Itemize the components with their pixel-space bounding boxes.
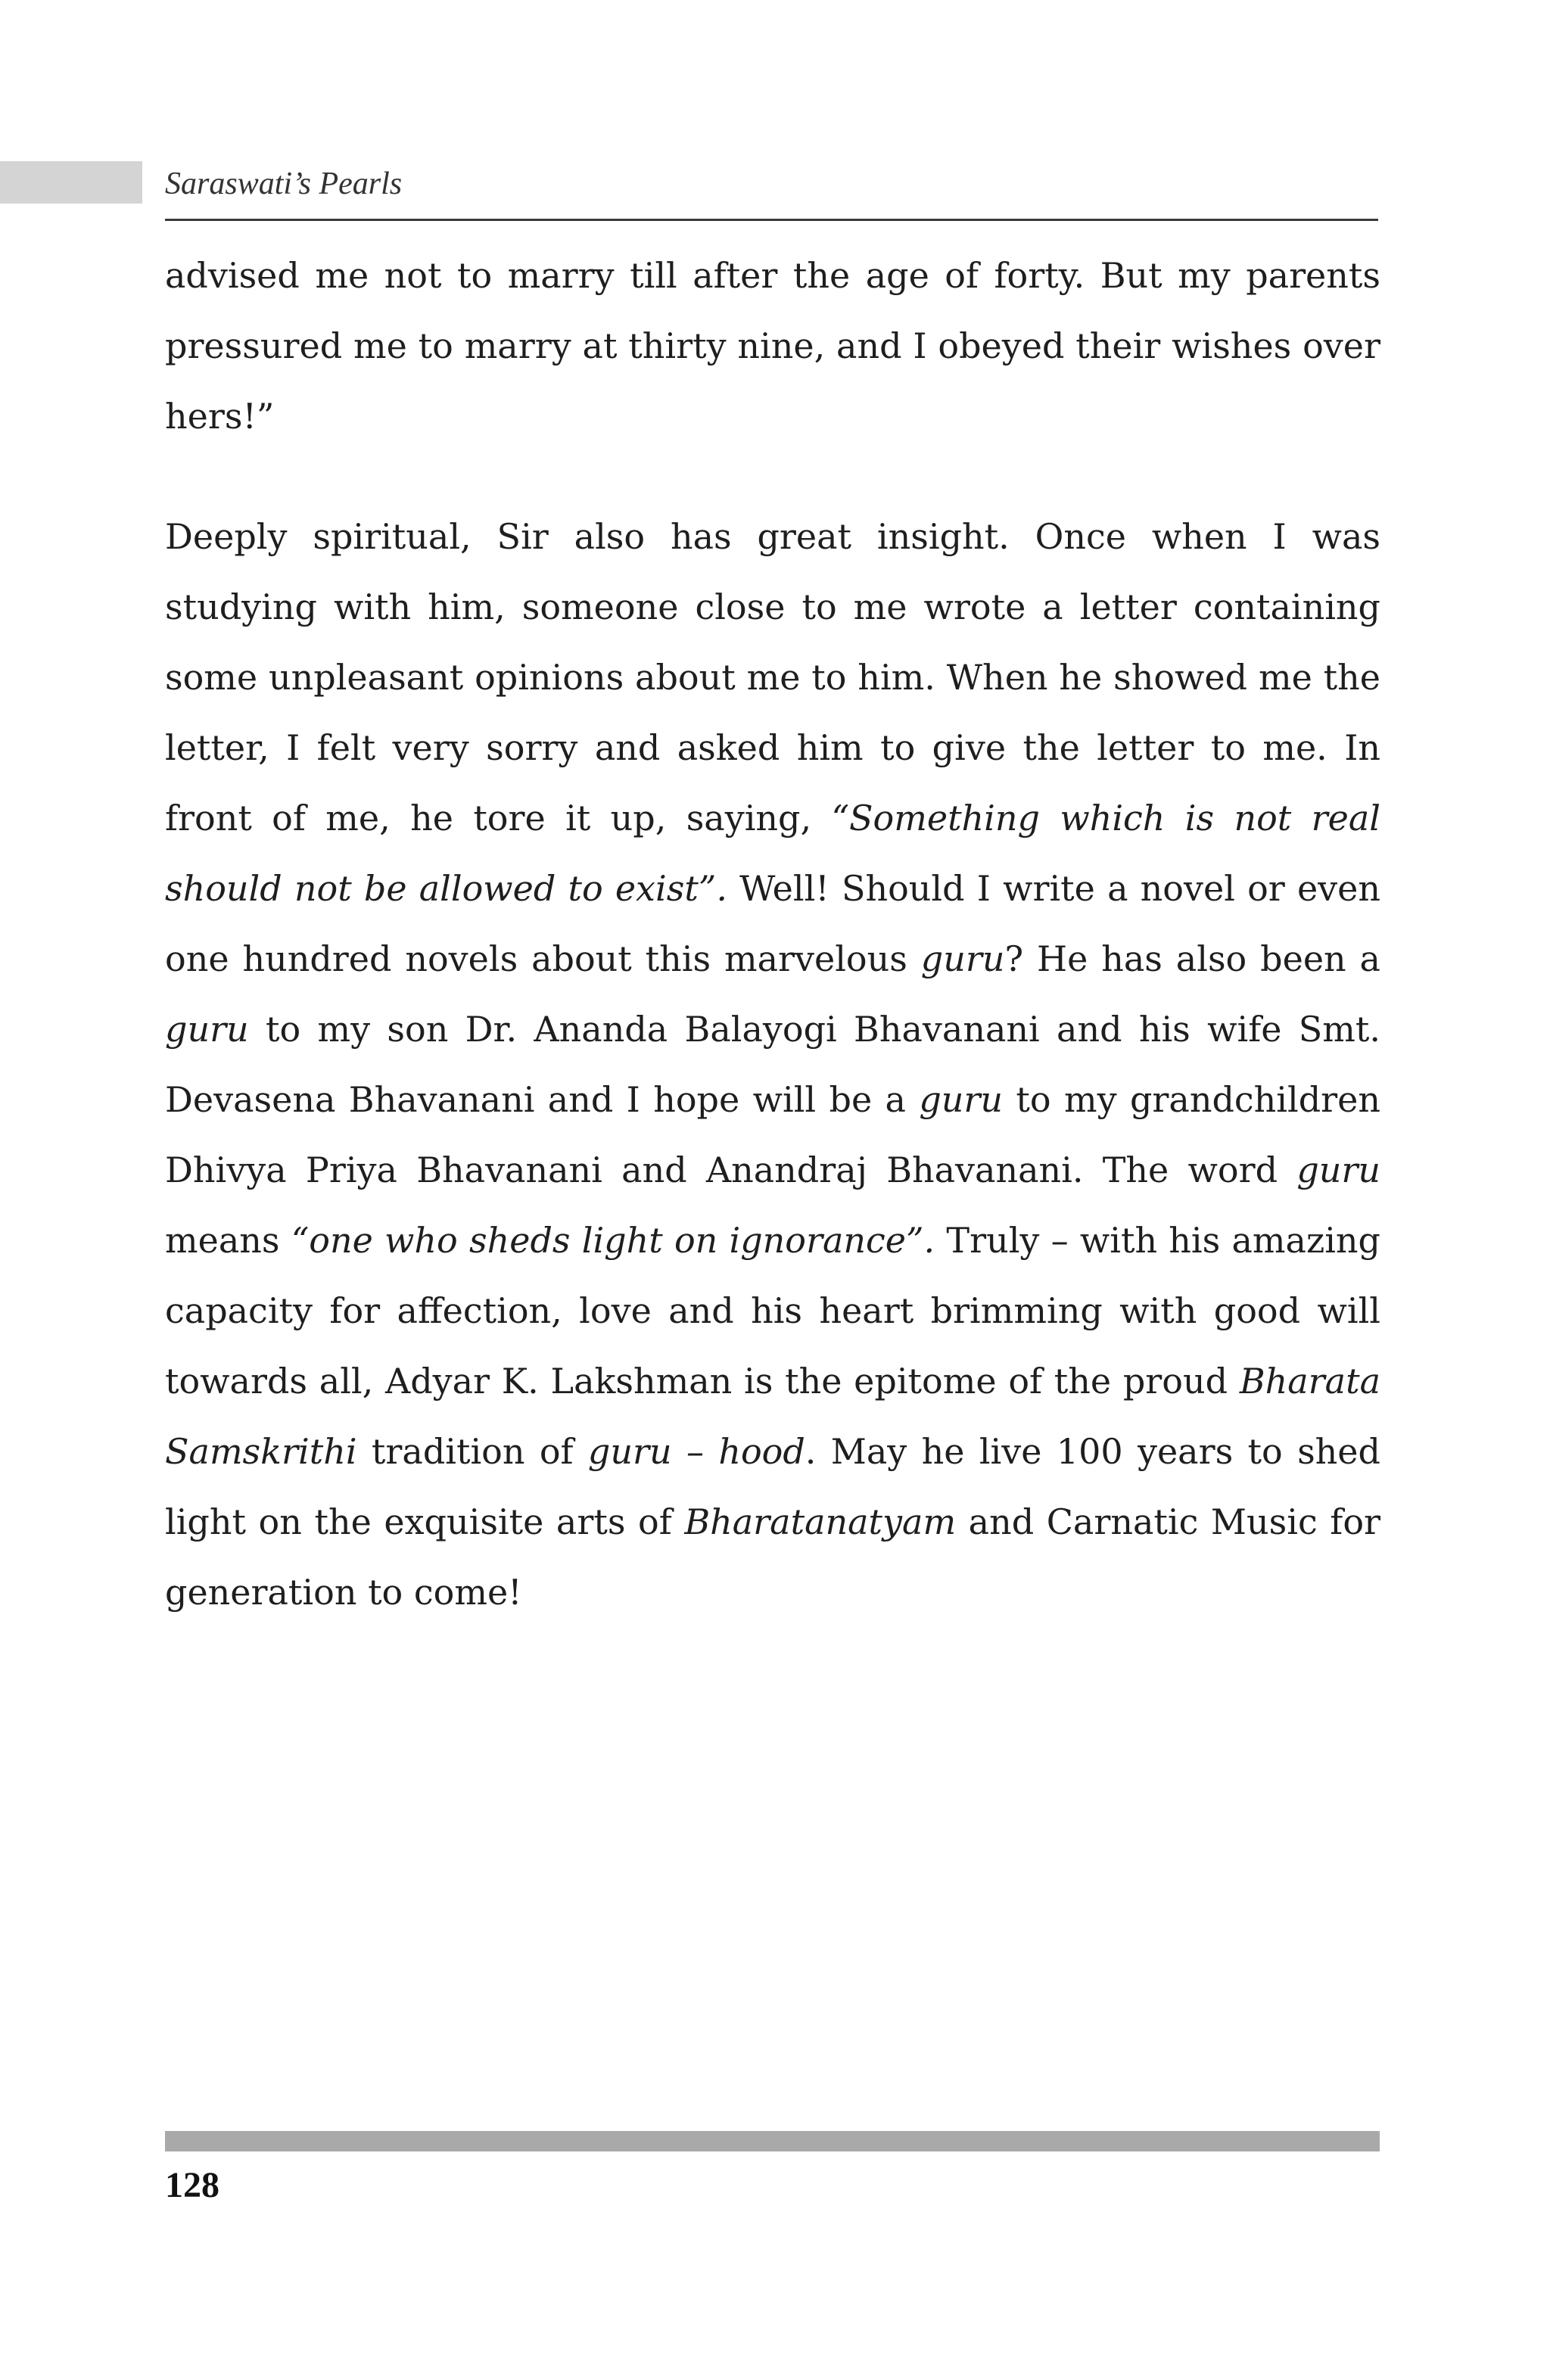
header-tab-marker (0, 161, 142, 204)
term-italic: guru (920, 938, 1005, 979)
text-run: to my son Dr. Ananda Balayogi Bhavanani and his wife Smt. Devasena Bhavanani and I hope will be a (165, 1009, 1380, 1120)
term-italic: guru – hood (587, 1431, 805, 1472)
term-italic: guru (165, 1009, 249, 1050)
term-italic: Bharata Samskrithi (165, 1361, 1380, 1472)
running-head: Saraswati’s Pearls (165, 166, 403, 201)
text-run: advised me not to marry till after the age of forty. But my parents pressured me to marry at thirty nine, and I obeyed their wishes over hers!” (165, 255, 1380, 437)
text-run: to my grandchildren Dhivya Priya Bhavanani and Anandraj Bhavanani. The word (165, 1079, 1380, 1190)
paragraph (165, 502, 1380, 1628)
quote-italic: “Something which is not real should not be allowed to exist”. (165, 798, 1380, 909)
text-run: . May he live 100 years to shed light on the exquisite arts of (165, 1431, 1380, 1542)
text-run: means (165, 1220, 291, 1261)
text-run: tradition of (356, 1431, 588, 1472)
term-italic: Bharatanatyam (684, 1501, 957, 1542)
text-run: Truly – with his amazing capacity for affection, love and his heart brimming with good will towards all, Adyar K. Lakshman is the epitome of the proud (165, 1220, 1380, 1402)
text-run: and Carnatic Music for generation to come! (165, 1501, 1381, 1613)
body-text (165, 241, 1380, 1628)
term-italic: guru (1296, 1150, 1380, 1190)
text-run: Well! Should I write a novel or even one hundred novels about this marvelous (165, 868, 1381, 979)
page-number: 128 (165, 2165, 219, 2205)
footer-bar (165, 2131, 1380, 2151)
text-run: Deeply spiritual, Sir also has great insight. Once when I was studying with him, someone close to me wrote a letter containing some unpleasant opinions about me to him. When he showed me the letter, I felt very sorry and asked him to give the letter to me. In front of me, he tore it up, saying, (165, 516, 1380, 838)
paragraph (165, 241, 1380, 452)
text-run: ? He has also been a (1004, 938, 1380, 979)
quote-italic: “one who sheds light on ignorance”. (291, 1220, 935, 1261)
term-italic: guru (919, 1079, 1004, 1120)
header-rule (165, 219, 1378, 221)
